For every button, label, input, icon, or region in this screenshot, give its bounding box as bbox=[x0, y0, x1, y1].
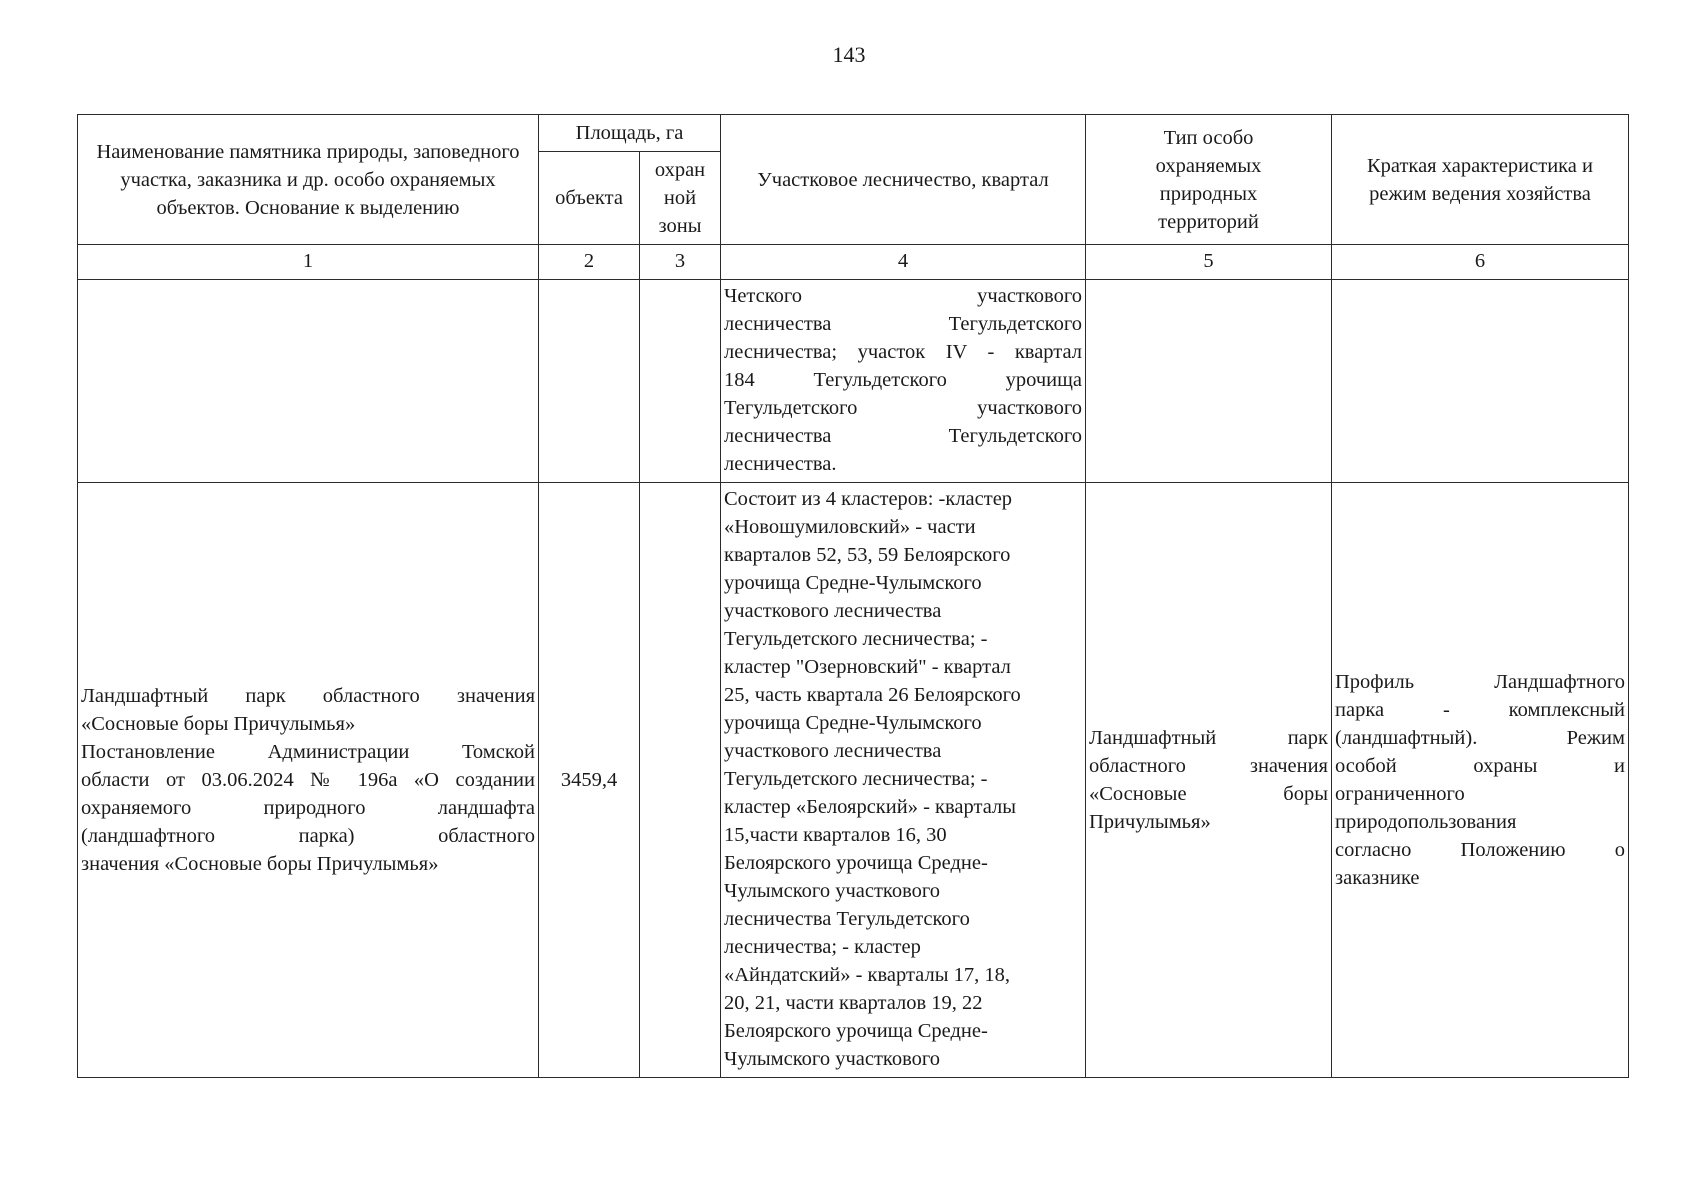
header-description bbox=[1332, 115, 1629, 245]
text-line: кластер «Белоярский» - кварталы bbox=[724, 796, 1016, 818]
header-description-line: Краткая характеристика и bbox=[1366, 154, 1594, 177]
text-line: (ландшафтного парка) областного bbox=[81, 825, 535, 847]
text-line: лесничества Тегульдетского bbox=[724, 425, 1082, 447]
column-number: 3 bbox=[640, 245, 721, 280]
header-area-zone bbox=[640, 152, 721, 245]
cell-forestry bbox=[721, 483, 1086, 1078]
header-area-group: Площадь, га bbox=[539, 115, 721, 152]
text-line: Состоит из 4 кластеров: -кластер bbox=[724, 488, 1013, 510]
text-line: Тегульдетского участкового bbox=[724, 397, 1082, 419]
cell-name bbox=[78, 280, 539, 483]
text-line: Ландшафтный парк bbox=[1089, 727, 1328, 749]
text-line: участкового лесничества bbox=[724, 600, 942, 622]
cell-forestry bbox=[721, 280, 1086, 483]
text-line: области от 03.06.2024 № 196а «О создании bbox=[81, 769, 535, 791]
header-type-line: природных bbox=[1159, 182, 1258, 205]
header-territory-type bbox=[1086, 115, 1332, 245]
header-area-object: объекта bbox=[539, 152, 640, 245]
text-line: значения «Сосновые боры Причулымья» bbox=[81, 853, 439, 875]
cell-area-zone bbox=[640, 280, 721, 483]
cell-area-zone bbox=[640, 483, 721, 1078]
text-line: ограниченного bbox=[1335, 783, 1465, 805]
cell-territory-type bbox=[1086, 280, 1332, 483]
text-line: лесничества; участок IV - квартал bbox=[724, 341, 1082, 363]
text-line: Тегульдетского лесничества; - bbox=[724, 628, 988, 650]
table-row bbox=[78, 280, 1629, 483]
text-line: 25, часть квартала 26 Белоярского bbox=[724, 684, 1021, 706]
header-zone-line: охран bbox=[654, 159, 706, 181]
text-line: кластер "Озерновский" - квартал bbox=[724, 656, 1011, 678]
text-line: 15,части кварталов 16, 30 bbox=[724, 824, 947, 846]
text-line: парка - комплексный bbox=[1335, 699, 1625, 721]
text-line: заказнике bbox=[1335, 867, 1420, 889]
header-name: Наименование памятника природы, заповедного участка, заказника и др. особо охраняемых объектов. Основание к выделению bbox=[78, 115, 539, 245]
column-number: 2 bbox=[539, 245, 640, 280]
text-line: Причулымья» bbox=[1089, 811, 1211, 833]
text-line: Постановление Администрации Томской bbox=[81, 741, 535, 763]
text-line: 184 Тегульдетского урочища bbox=[724, 369, 1082, 391]
cell-area-object: 3459,4 bbox=[539, 483, 640, 1078]
text-line: лесничества; - кластер bbox=[724, 936, 921, 958]
cell-name bbox=[78, 483, 539, 1078]
cell-area-object bbox=[539, 280, 640, 483]
text-line: лесничества. bbox=[724, 453, 837, 475]
header-type-line: территорий bbox=[1158, 210, 1259, 233]
text-line: Чулымского участкового bbox=[724, 1048, 941, 1070]
column-number-row bbox=[78, 245, 1629, 280]
cell-territory-type bbox=[1086, 483, 1332, 1078]
text-line: (ландшафтный). Режим bbox=[1335, 727, 1625, 749]
text-line: Тегульдетского лесничества; - bbox=[724, 768, 988, 790]
text-line: 20, 21, части кварталов 19, 22 bbox=[724, 992, 983, 1014]
text-line: Белоярского урочища Средне- bbox=[724, 1020, 988, 1042]
text-line: «Айндатский» - кварталы 17, 18, bbox=[724, 964, 1010, 986]
column-number: 1 bbox=[78, 245, 539, 280]
text-line: кварталов 52, 53, 59 Белоярского bbox=[724, 544, 1011, 566]
cell-description bbox=[1332, 280, 1629, 483]
text-line: особой охраны и bbox=[1335, 755, 1625, 777]
text-line: урочища Средне-Чулымского bbox=[724, 572, 982, 594]
protected-areas-table bbox=[77, 114, 1629, 1078]
page-number: 143 bbox=[832, 42, 866, 67]
text-line: Чулымского участкового bbox=[724, 880, 941, 902]
table-row bbox=[78, 483, 1629, 1078]
column-number: 6 bbox=[1332, 245, 1629, 280]
text-line: Ландшафтный парк областного значения bbox=[81, 685, 535, 707]
text-line: урочища Средне-Чулымского bbox=[724, 712, 982, 734]
header-forestry: Участковое лесничество, квартал bbox=[721, 115, 1086, 245]
header-description-line: режим ведения хозяйства bbox=[1369, 182, 1591, 205]
column-number: 4 bbox=[721, 245, 1086, 280]
text-line: согласно Положению о bbox=[1335, 839, 1625, 861]
header-type-line: Тип особо bbox=[1163, 126, 1254, 149]
text-line: «Сосновые боры Причулымья» bbox=[81, 713, 356, 735]
text-line: лесничества Тегульдетского bbox=[724, 313, 1082, 335]
text-line: лесничества Тегульдетского bbox=[724, 908, 970, 930]
text-line: Профиль Ландшафтного bbox=[1335, 671, 1625, 693]
text-line: участкового лесничества bbox=[724, 740, 942, 762]
text-line: «Новошумиловский» - части bbox=[724, 516, 976, 538]
text-line: Белоярского урочища Средне- bbox=[724, 852, 988, 874]
text-line: Четского участкового bbox=[724, 285, 1082, 307]
header-zone-line: ной bbox=[663, 187, 697, 209]
cell-description bbox=[1332, 483, 1629, 1078]
header-zone-line: зоны bbox=[658, 215, 702, 237]
column-number: 5 bbox=[1086, 245, 1332, 280]
text-line: природопользования bbox=[1335, 811, 1517, 833]
text-line: «Сосновые боры bbox=[1089, 783, 1328, 805]
text-line: областного значения bbox=[1089, 755, 1328, 777]
header-type-line: охраняемых bbox=[1155, 154, 1262, 177]
text-line: охраняемого природного ландшафта bbox=[81, 797, 535, 819]
